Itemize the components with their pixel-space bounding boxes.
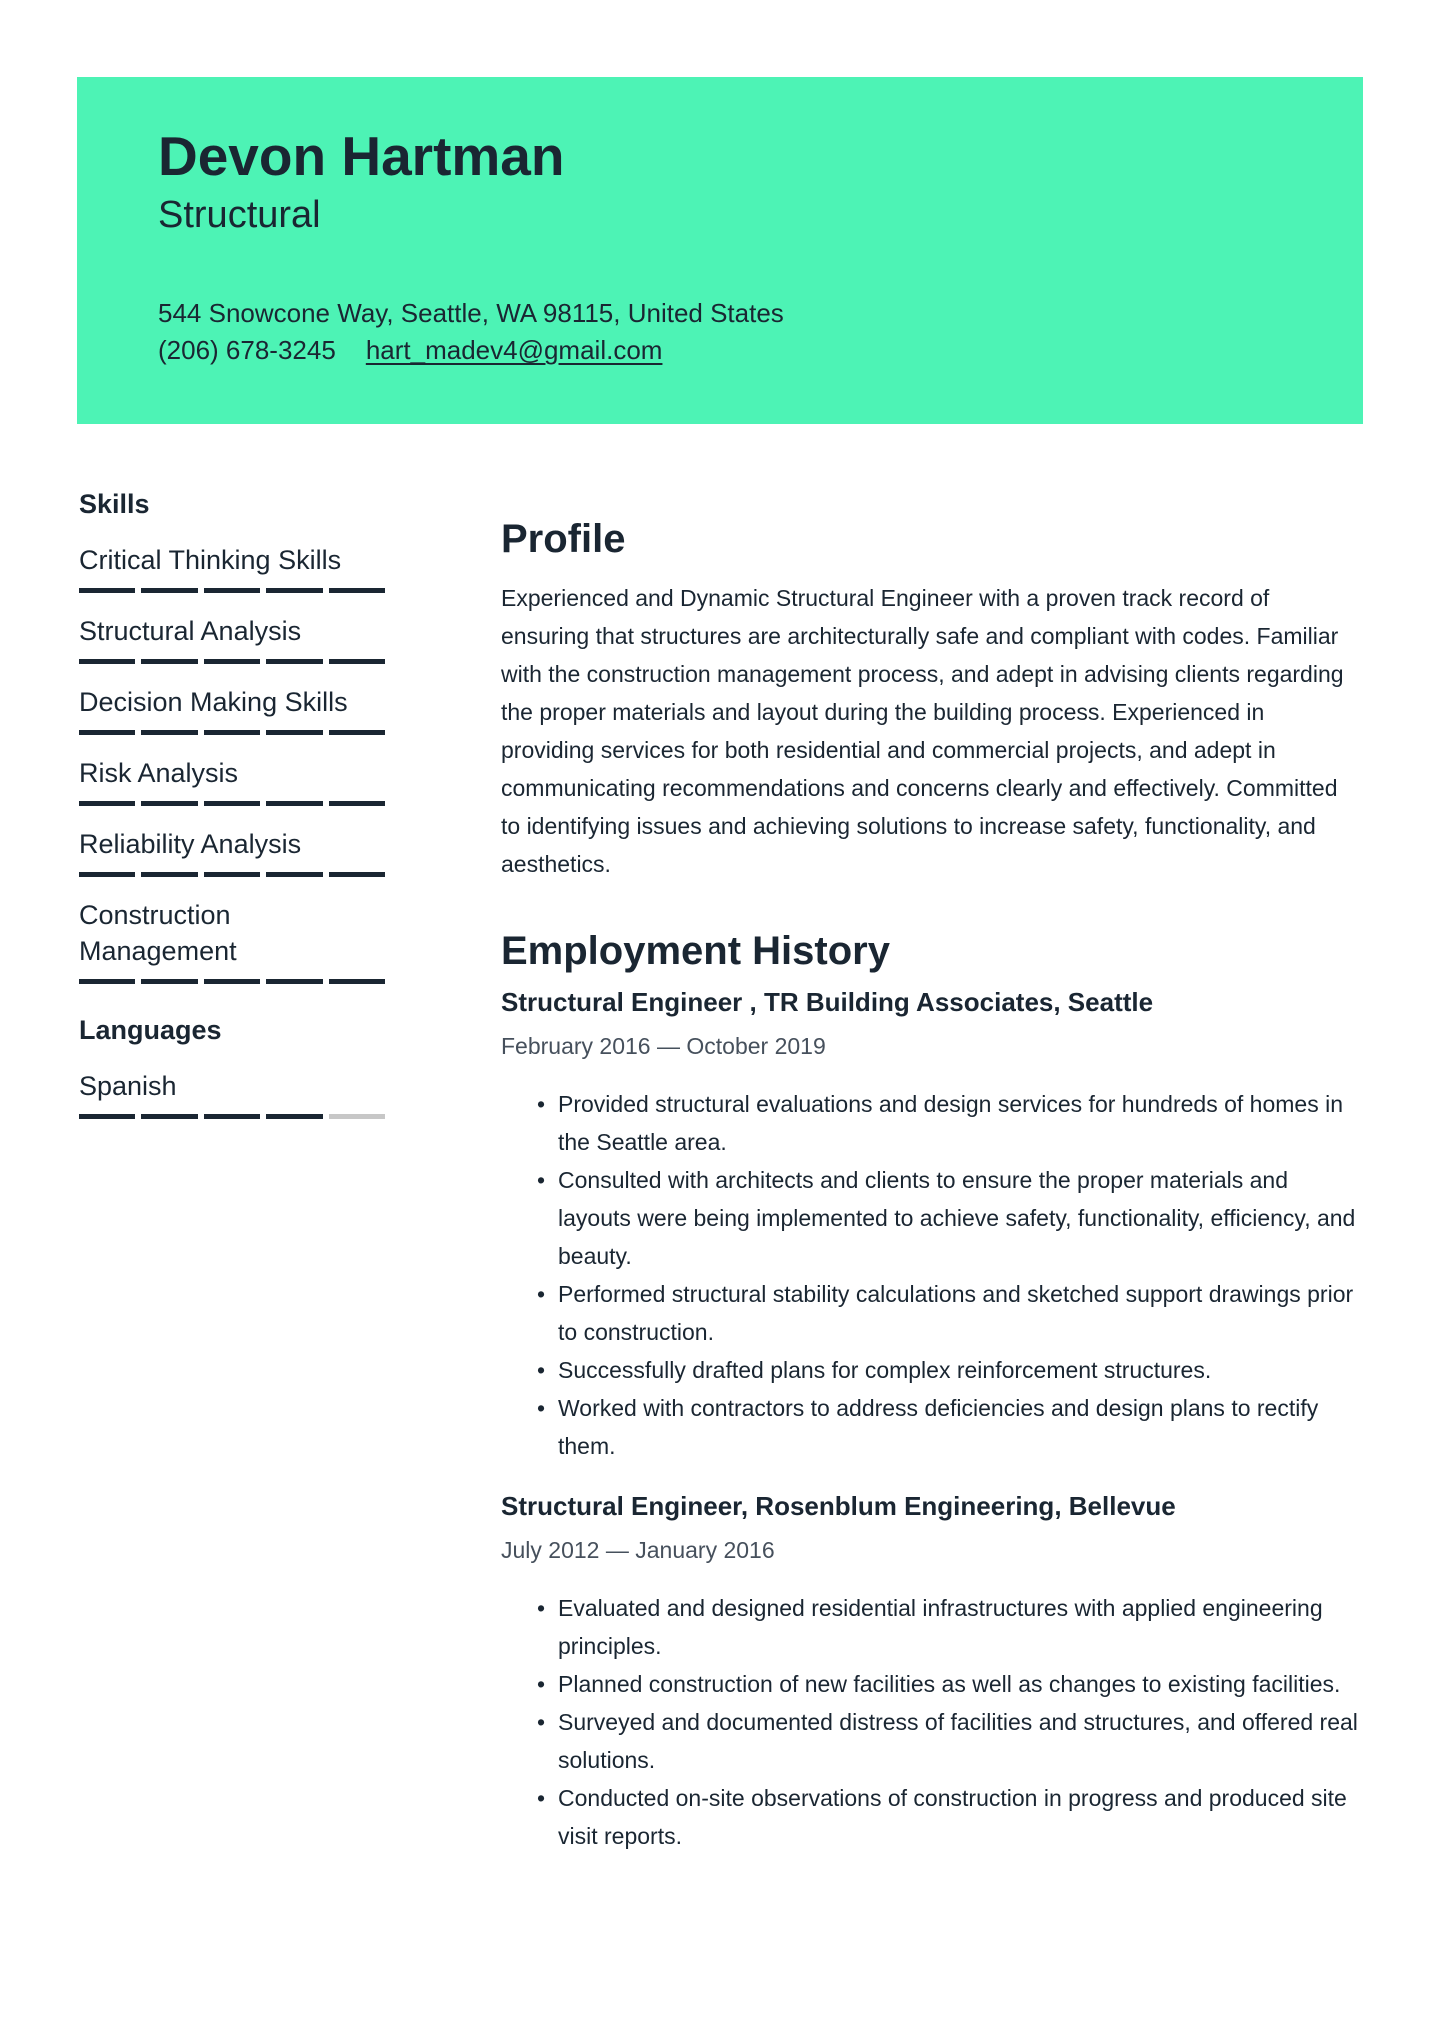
languages-list <box>79 1068 385 1119</box>
skill-item <box>79 684 385 735</box>
skills-heading: Skills <box>79 489 150 519</box>
job-entry <box>501 985 1363 1465</box>
level-bar <box>79 801 385 806</box>
skill-label: Risk Analysis <box>79 758 239 788</box>
level-segment <box>79 979 135 984</box>
job-bullet: • Evaluated and designed residential infrastructures with applied engineering principles. <box>558 1589 1363 1665</box>
job-bullet-list <box>501 1589 1363 1855</box>
level-segment <box>204 588 260 593</box>
level-segment <box>204 730 260 735</box>
level-segment <box>141 730 197 735</box>
level-segment <box>79 659 135 664</box>
main-column <box>501 515 1363 1855</box>
skill-label: Construction Management <box>79 900 237 966</box>
level-segment <box>79 588 135 593</box>
level-segment <box>79 730 135 735</box>
contact-phone: (206) 678-3245 <box>158 335 336 365</box>
job-bullet: • Worked with contractors to address deficiencies and design plans to rectify them. <box>558 1389 1363 1465</box>
profile-text: Experienced and Dynamic Structural Engineer with a proven track record of ensuring that structures are architecturally safe and compliant with codes. Familiar with the construction management process, and adept in advising clients regarding the proper materials and layout during the building process. Experienced in providing services for both residential and commercial projects, and adept in communicating recommendations and concerns clearly and effectively. Committed to identifying issues and achieving solutions to increase safety, functionality, and aesthetics. <box>501 585 1344 877</box>
level-segment <box>79 801 135 806</box>
skill-label: Critical Thinking Skills <box>79 545 342 575</box>
skill-label: Reliability Analysis <box>79 829 302 859</box>
level-segment <box>329 801 385 806</box>
contact-block <box>158 295 1303 369</box>
contact-address: 544 Snowcone Way, Seattle, WA 98115, United States <box>158 298 784 328</box>
level-segment <box>204 979 260 984</box>
skill-item <box>79 826 385 877</box>
level-segment <box>141 588 197 593</box>
level-segment <box>266 872 322 877</box>
skill-item <box>79 613 385 664</box>
job-bullet: • Surveyed and documented distress of facilities and structures, and offered real solutions. <box>558 1703 1363 1779</box>
level-segment <box>329 1114 385 1119</box>
level-segment <box>204 1114 260 1119</box>
job-dates: February 2016 — October 2019 <box>501 1033 826 1059</box>
languages-heading: Languages <box>79 1015 222 1045</box>
level-segment <box>204 872 260 877</box>
level-segment <box>79 872 135 877</box>
skill-label: Structural Analysis <box>79 616 302 646</box>
resume-header <box>77 77 1363 424</box>
level-bar <box>79 730 385 735</box>
level-segment <box>141 979 197 984</box>
sidebar <box>79 486 385 1139</box>
employment-list <box>501 985 1363 1855</box>
level-segment <box>329 659 385 664</box>
job-title: Structural Engineer, Rosenblum Engineering, Bellevue <box>501 1491 1176 1521</box>
level-segment <box>266 979 322 984</box>
contact-email-link[interactable]: hart_madev4@gmail.com <box>365 335 663 365</box>
skills-section <box>79 486 385 984</box>
level-segment <box>204 801 260 806</box>
language-item <box>79 1068 385 1119</box>
level-segment <box>329 979 385 984</box>
job-dates: July 2012 — January 2016 <box>501 1537 775 1563</box>
level-segment <box>329 588 385 593</box>
job-bullet: • Successfully drafted plans for complex reinforcement structures. <box>558 1351 1363 1389</box>
level-bar <box>79 588 385 593</box>
level-segment <box>79 1114 135 1119</box>
level-segment <box>266 659 322 664</box>
level-segment <box>141 1114 197 1119</box>
skill-item <box>79 755 385 806</box>
level-segment <box>266 1114 322 1119</box>
skill-item <box>79 542 385 593</box>
level-segment <box>141 872 197 877</box>
job-bullet: • Planned construction of new facilities as well as changes to existing facilities. <box>558 1665 1363 1703</box>
level-segment <box>329 872 385 877</box>
job-title: Structural Engineer , TR Building Associates, Seattle <box>501 987 1154 1017</box>
level-segment <box>266 730 322 735</box>
skill-label: Decision Making Skills <box>79 687 348 717</box>
skills-list <box>79 542 385 984</box>
contact-row <box>158 332 1303 369</box>
skill-item <box>79 897 385 984</box>
level-bar <box>79 659 385 664</box>
job-entry <box>501 1489 1363 1855</box>
level-segment <box>141 659 197 664</box>
job-bullet: • Provided structural evaluations and design services for hundreds of homes in the Seattle area. <box>558 1085 1363 1161</box>
level-bar <box>79 872 385 877</box>
profile-heading: Profile <box>501 517 626 561</box>
candidate-name: Devon Hartman <box>158 125 565 187</box>
languages-section <box>79 1012 385 1119</box>
job-bullet: • Conducted on-site observations of construction in progress and produced site visit reports. <box>558 1779 1363 1855</box>
level-segment <box>329 730 385 735</box>
level-segment <box>141 801 197 806</box>
candidate-job-title: Structural <box>158 194 321 236</box>
job-bullet: • Consulted with architects and clients to ensure the proper materials and layouts were being implemented to achieve safety, functionality, efficiency, and beauty. <box>558 1161 1363 1275</box>
language-label: Spanish <box>79 1071 177 1101</box>
job-bullet-list <box>501 1085 1363 1465</box>
level-bar <box>79 1114 385 1119</box>
level-bar <box>79 979 385 984</box>
level-segment <box>266 801 322 806</box>
job-bullet: • Performed structural stability calculations and sketched support drawings prior to construction. <box>558 1275 1363 1351</box>
employment-heading: Employment History <box>501 929 890 973</box>
level-segment <box>266 588 322 593</box>
level-segment <box>204 659 260 664</box>
